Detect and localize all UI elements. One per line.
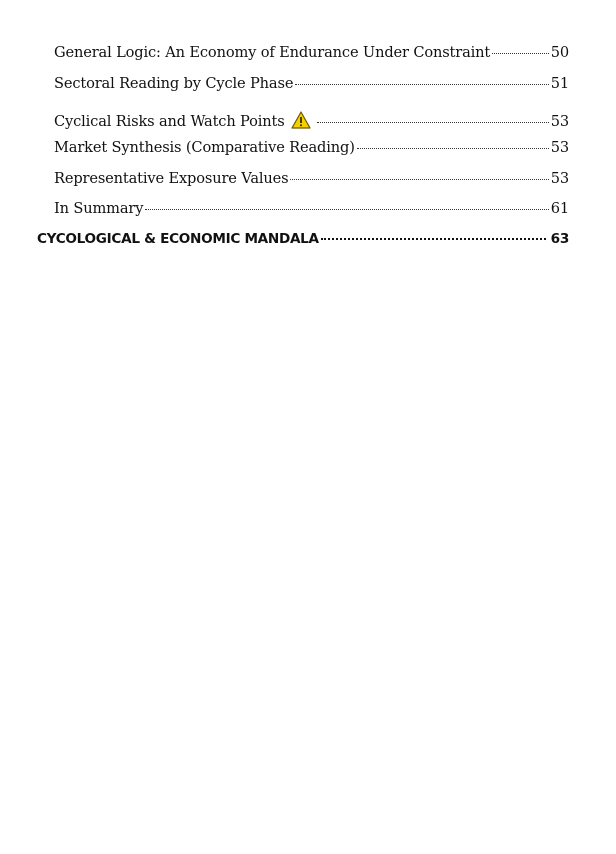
toc-entry-sectoral-reading[interactable] <box>54 75 569 92</box>
toc-page-number: 61 <box>550 200 569 217</box>
toc-page-number: 53 <box>550 139 569 156</box>
toc-dot-leader <box>492 53 549 54</box>
toc-entry-title: Sectoral Reading by Cycle Phase <box>54 75 294 92</box>
warning-icon <box>291 111 311 129</box>
toc-entry-title: Market Synthesis (Comparative Reading) <box>54 139 355 156</box>
toc-dot-leader <box>295 84 548 85</box>
toc-dot-leader <box>321 238 546 240</box>
toc-entry-title: Representative Exposure Values <box>54 170 289 187</box>
toc-entry-title: Cyclical Risks and Watch Points <box>54 113 285 130</box>
toc-entry-title: General Logic: An Economy of Endurance Under Constraint <box>54 44 491 61</box>
toc-page-number: 50 <box>550 44 569 61</box>
toc-page-number: 53 <box>550 170 569 187</box>
toc-page-number: 51 <box>550 75 569 92</box>
toc-dot-leader <box>357 148 549 149</box>
toc-page-number: 53 <box>550 113 569 130</box>
toc-entry-cyclical-risks[interactable] <box>54 108 569 130</box>
toc-entry-title: In Summary <box>54 200 144 217</box>
toc-chapter-title: CYCOLOGICAL & ECONOMIC MANDALA <box>37 231 319 247</box>
toc-entry-market-synthesis[interactable] <box>54 139 569 156</box>
toc-dot-leader <box>317 122 549 123</box>
toc-dot-leader <box>145 209 548 210</box>
toc-page-number: 63 <box>550 231 569 247</box>
toc-dot-leader <box>290 179 548 180</box>
toc-entry-representative-exposure[interactable] <box>54 170 569 187</box>
toc-entry-in-summary[interactable] <box>54 200 569 217</box>
toc-entry-general-logic[interactable] <box>54 44 569 61</box>
toc-chapter-mandala[interactable] <box>37 231 569 247</box>
